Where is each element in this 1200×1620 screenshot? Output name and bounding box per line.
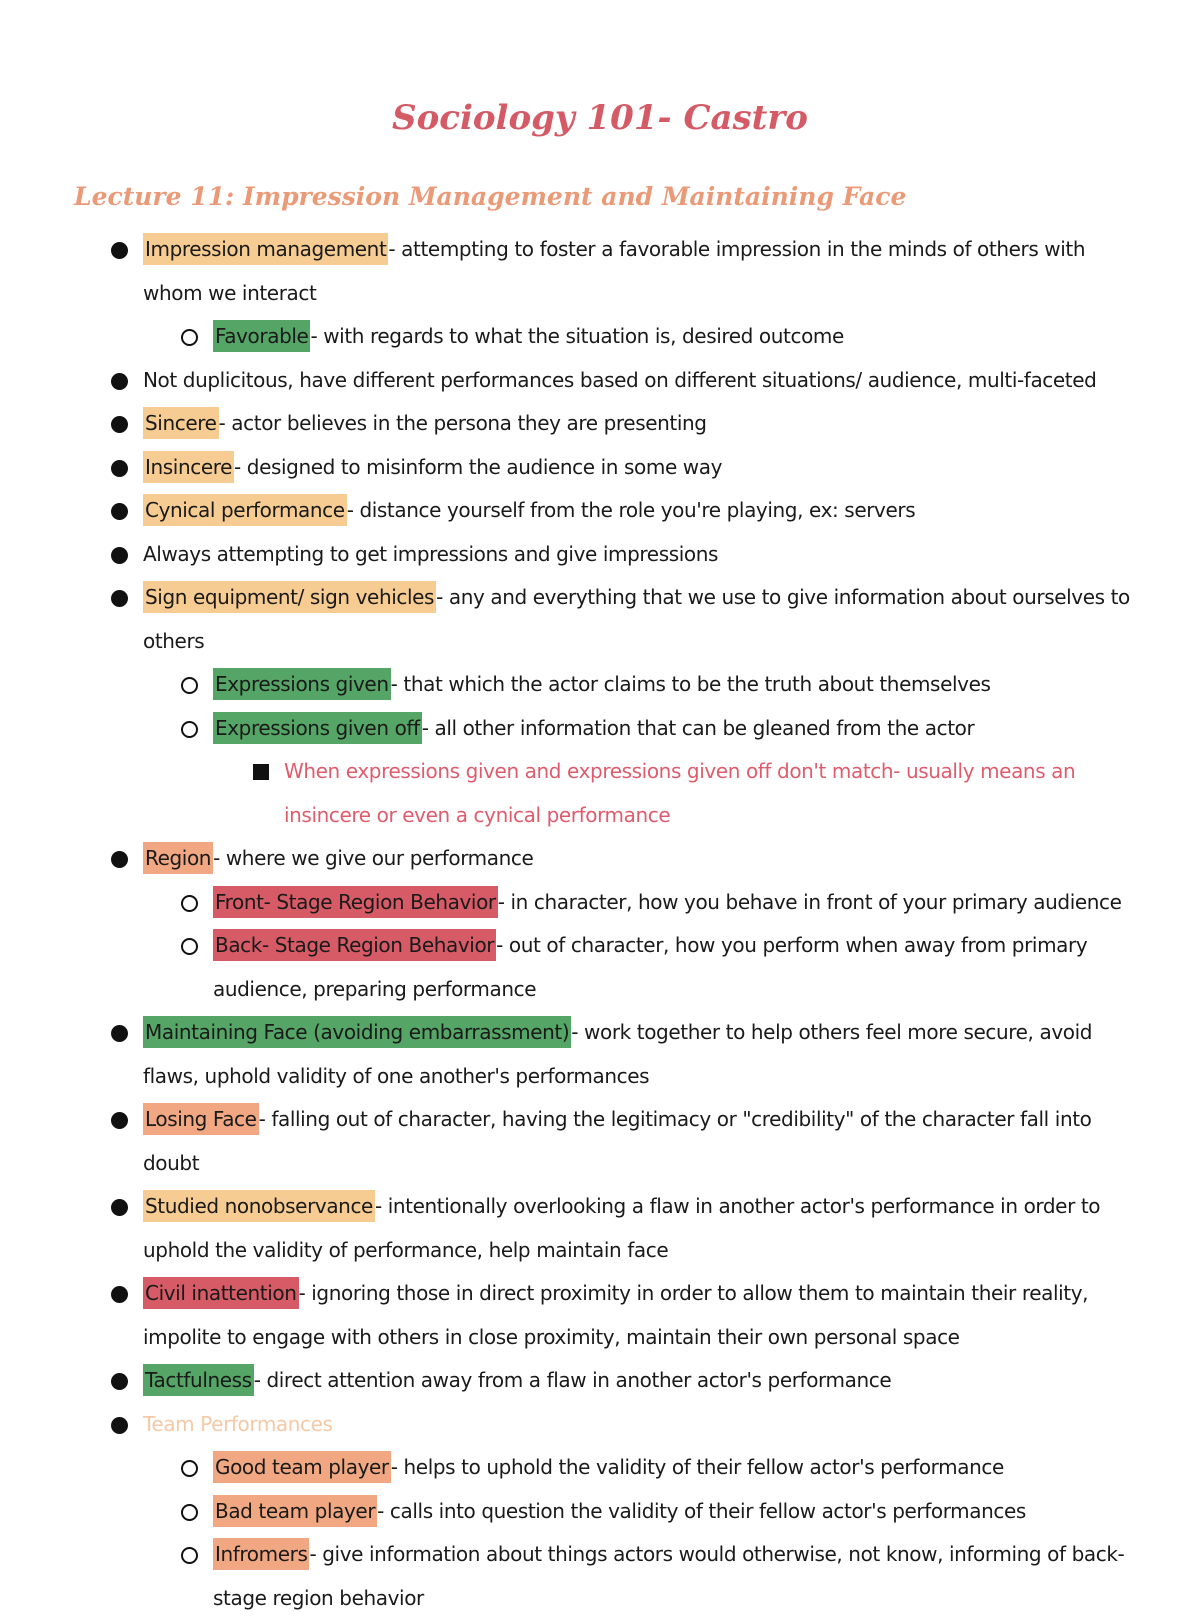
hollow-bullet-icon [181, 329, 198, 346]
definition-text: - intentionally overlooking a flaw in another actor's performance in order to uphold the validity of performance, help maintain face [143, 1194, 1101, 1262]
highlighted-term: Back- Stage Region Behavior [213, 929, 496, 961]
list-item [0, 1403, 1143, 1447]
definition-text: - in character, how you behave in front of your primary audience [497, 889, 1122, 914]
filled-bullet-icon [111, 460, 128, 477]
list-item [0, 924, 1143, 1011]
hollow-bullet-icon [181, 1504, 198, 1521]
highlighted-term: Tactfulness [143, 1364, 254, 1396]
highlighted-term: Good team player [213, 1451, 391, 1483]
hollow-bullet-icon [181, 938, 198, 955]
definition-text: - with regards to what the situation is, desired outcome [310, 324, 844, 348]
list-item [0, 533, 1143, 577]
filled-bullet-icon [111, 1112, 128, 1129]
highlighted-term: Studied nonobservance [143, 1190, 375, 1222]
definition-text: - designed to misinform the audience in some way [234, 454, 723, 479]
highlighted-term: Front- Stage Region Behavior [213, 886, 498, 918]
list-item [0, 1098, 1143, 1185]
definition-text: - direct attention away from a flaw in another actor's performance [253, 1368, 892, 1392]
definition-text: - helps to uphold the validity of their fellow actor's performance [390, 1455, 1004, 1479]
list-item [0, 228, 1143, 315]
definition-text: - actor believes in the persona they are presenting [218, 411, 707, 435]
notes-list [0, 228, 1200, 1620]
highlighted-term: Civil inattention [143, 1277, 299, 1309]
filled-bullet-icon [111, 503, 128, 520]
list-item [0, 663, 1143, 707]
list-item [0, 446, 1143, 490]
filled-bullet-icon [111, 1025, 128, 1042]
list-item [0, 315, 1143, 359]
highlighted-term: Maintaining Face (avoiding embarrassment) [143, 1016, 571, 1048]
highlighted-term: Expressions given off [213, 712, 422, 744]
highlighted-term: Impression management [143, 233, 388, 265]
highlighted-term: Sincere [143, 407, 219, 439]
page-title: Sociology 101- Castro [392, 98, 808, 138]
list-item [0, 750, 1129, 837]
definition-text: Always attempting to get impressions and give impressions [143, 541, 719, 566]
definition-text: - falling out of character, having the legitimacy or "credibility" of the character fall into doubt [143, 1107, 1092, 1175]
hollow-bullet-icon [181, 895, 198, 912]
highlighted-term: Region [143, 842, 213, 874]
definition-text: - attempting to foster a favorable impression in the minds of others with whom we interact [143, 237, 1086, 305]
filled-bullet-icon [111, 373, 128, 390]
definition-text: - out of character, how you perform when away from primary audience, preparing performance [213, 933, 1088, 1001]
definition-text: - all other information that can be gleaned from the actor [421, 715, 975, 740]
list-item [0, 881, 1143, 925]
definition-text: - distance yourself from the role you're playing, ex: servers [346, 498, 916, 522]
list-item [0, 489, 1143, 533]
list-item [0, 1533, 1143, 1620]
definition-text: - calls into question the validity of their fellow actor's performances [377, 1498, 1026, 1523]
filled-bullet-icon [111, 242, 128, 259]
definition-text: - that which the actor claims to be the truth about themselves [390, 672, 991, 696]
list-item [0, 1359, 1143, 1403]
highlighted-term: Sign equipment/ sign vehicles [143, 581, 436, 613]
highlighted-term: Losing Face [143, 1103, 259, 1135]
square-bullet-icon [253, 764, 269, 780]
definition-text: - give information about things actors would otherwise, not know, informing of back-stage region behavior [213, 1542, 1125, 1610]
definition-text: When expressions given and expressions given off don't match- usually means an insincere or even a cynical performance [284, 759, 1076, 827]
highlighted-term: Cynical performance [143, 494, 347, 526]
list-item [0, 837, 1143, 881]
filled-bullet-icon [111, 1286, 128, 1303]
hollow-bullet-icon [181, 677, 198, 694]
definition-text: - work together to help others feel more secure, avoid flaws, uphold validity of one another's performances [143, 1020, 1093, 1088]
list-item [0, 707, 1143, 751]
definition-text: - any and everything that we use to give information about ourselves to others [143, 585, 1130, 653]
filled-bullet-icon [111, 1417, 128, 1434]
highlighted-term: Insincere [143, 451, 234, 483]
filled-bullet-icon [111, 416, 128, 433]
list-item [0, 576, 1143, 663]
highlighted-term: Favorable [213, 320, 310, 352]
filled-bullet-icon [111, 1199, 128, 1216]
highlighted-term: Bad team player [213, 1495, 377, 1527]
filled-bullet-icon [111, 547, 128, 564]
list-item [0, 1185, 1143, 1272]
list-item [0, 1272, 1143, 1359]
definition-text: - ignoring those in direct proximity in order to allow them to maintain their reality, impolite to engage with others in close proximity, maintain their own personal space [143, 1281, 1089, 1349]
highlighted-term: Infromers [213, 1538, 309, 1570]
hollow-bullet-icon [181, 1547, 198, 1564]
list-item [0, 359, 1143, 403]
highlighted-term: Expressions given [213, 668, 391, 700]
filled-bullet-icon [111, 590, 128, 607]
definition-text: Not duplicitous, have different performances based on different situations/ audience, multi-faceted [143, 367, 1097, 392]
list-item [0, 1446, 1143, 1490]
filled-bullet-icon [111, 1373, 128, 1390]
filled-bullet-icon [111, 851, 128, 868]
section-label: Team Performances [143, 1411, 333, 1436]
list-item [0, 1011, 1143, 1098]
hollow-bullet-icon [181, 721, 198, 738]
definition-text: - where we give our performance [213, 846, 534, 870]
lecture-heading: Lecture 11: Impression Management and Maintaining Face [74, 182, 907, 211]
list-item [0, 1490, 1143, 1534]
list-item [0, 402, 1143, 446]
hollow-bullet-icon [181, 1460, 198, 1477]
